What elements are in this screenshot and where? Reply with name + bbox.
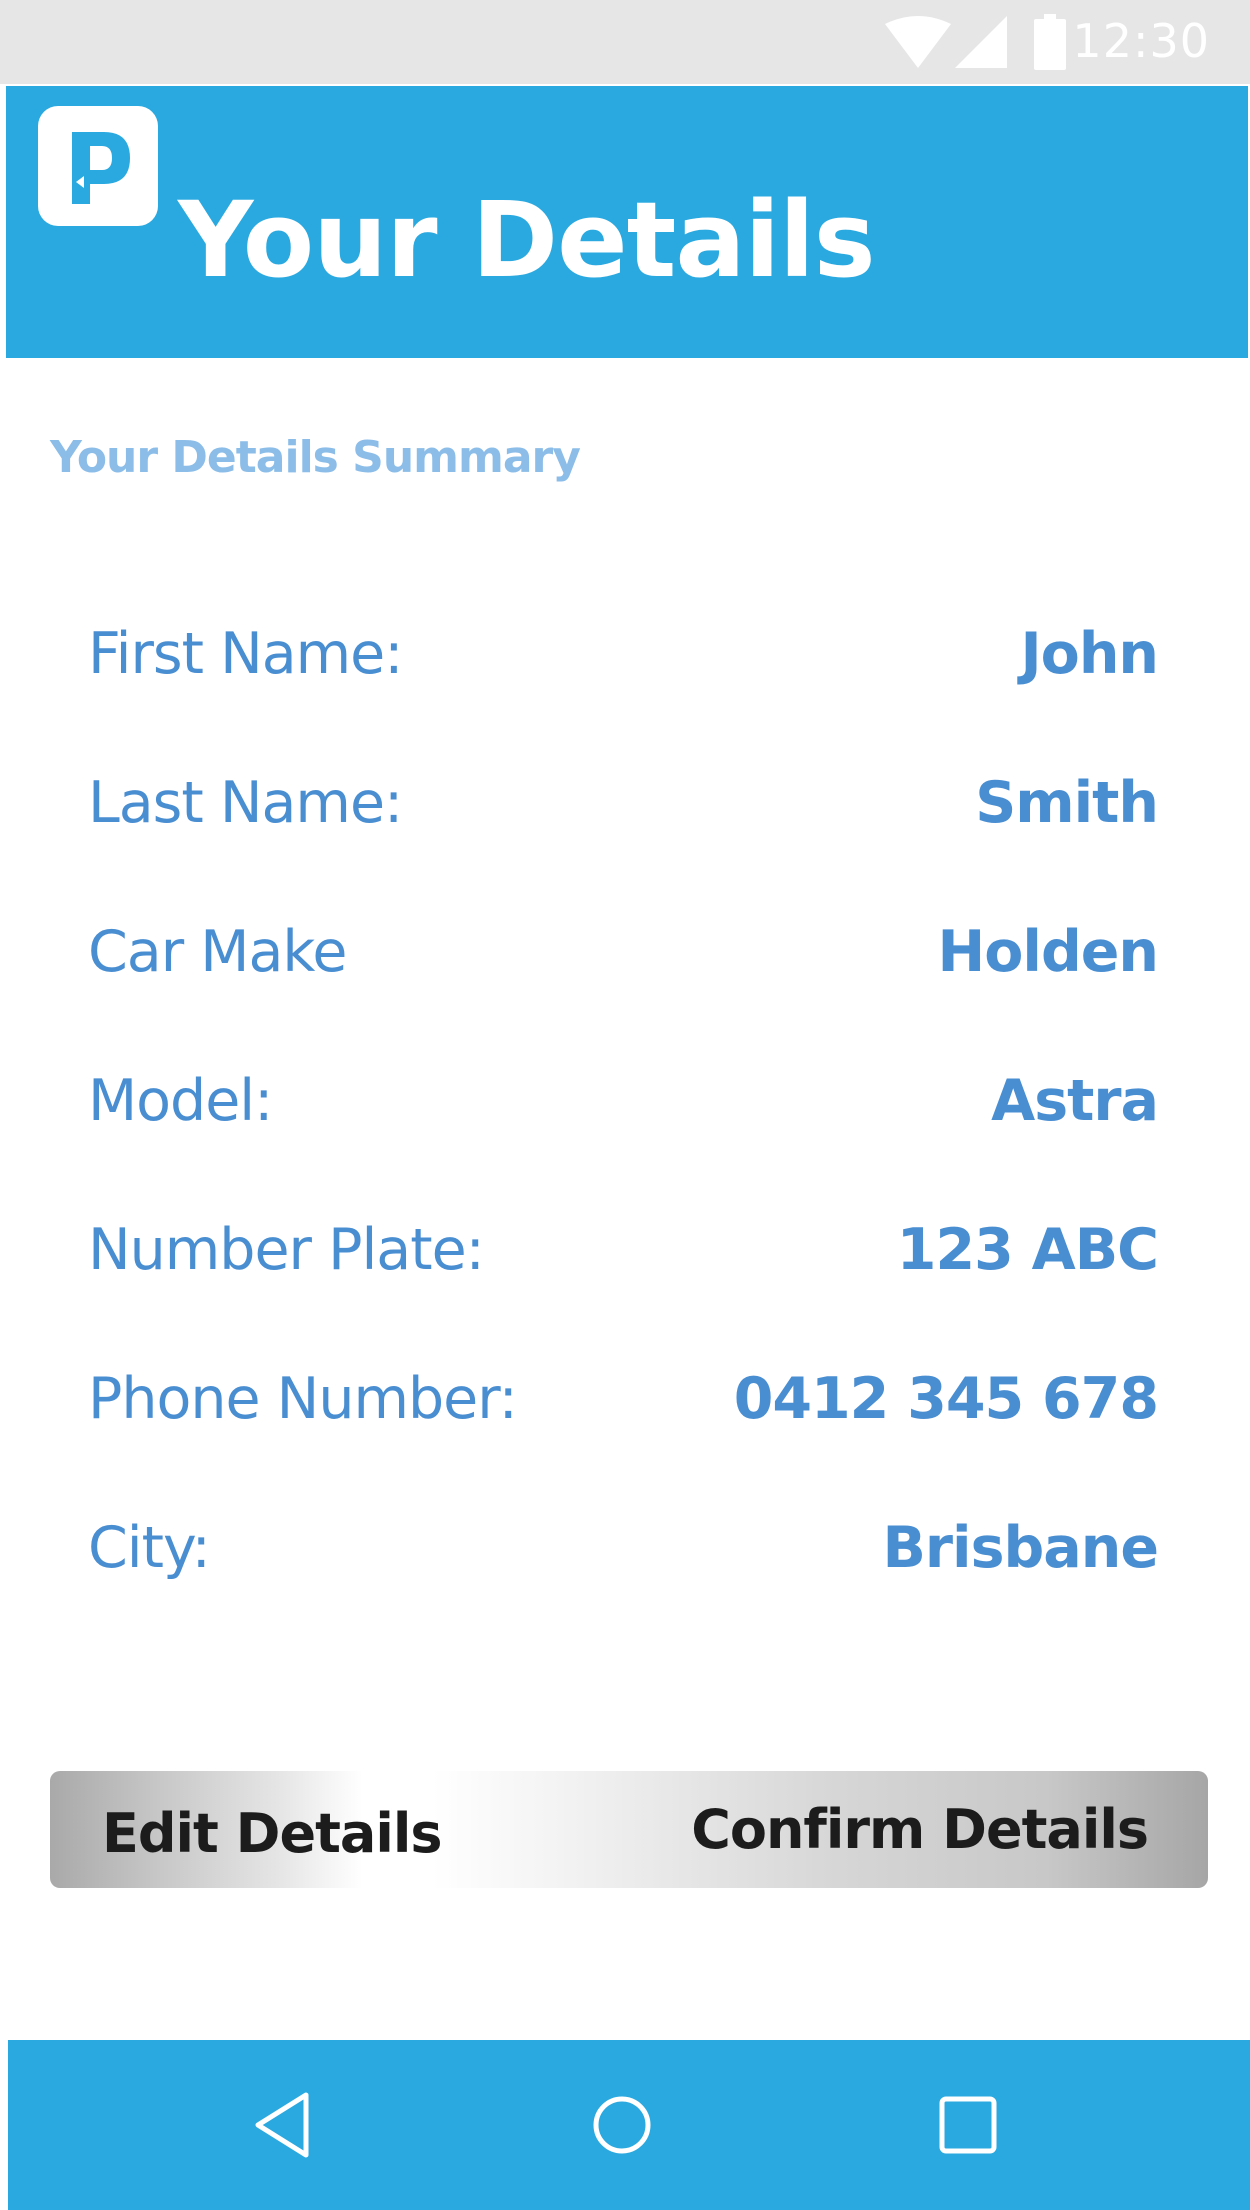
recents-button[interactable] bbox=[868, 2040, 1068, 2210]
detail-label: Car Make bbox=[88, 919, 347, 985]
details-list bbox=[88, 614, 1158, 1657]
detail-label: City: bbox=[88, 1515, 210, 1581]
cell-signal-icon bbox=[955, 16, 1007, 68]
detail-row-last-name bbox=[88, 763, 1158, 912]
detail-value: 123 ABC bbox=[896, 1217, 1158, 1283]
back-button[interactable] bbox=[182, 2040, 382, 2210]
action-bar bbox=[50, 1771, 1208, 1888]
detail-row-phone-number bbox=[88, 1359, 1158, 1508]
confirm-details-button[interactable]: Confirm Details bbox=[568, 1771, 1208, 1888]
detail-value: Holden bbox=[937, 919, 1158, 985]
detail-label: First Name: bbox=[88, 621, 403, 687]
detail-label: Last Name: bbox=[88, 770, 403, 836]
edit-details-button[interactable]: Edit Details bbox=[50, 1771, 510, 1888]
back-icon bbox=[252, 2091, 312, 2159]
battery-icon bbox=[1034, 14, 1066, 70]
detail-label: Model: bbox=[88, 1068, 273, 1134]
nav-bar bbox=[8, 2040, 1250, 2210]
status-bar bbox=[0, 0, 1250, 84]
detail-value: John bbox=[1020, 621, 1158, 687]
status-time: 12:30 bbox=[1072, 14, 1210, 68]
detail-row-first-name bbox=[88, 614, 1158, 763]
recents-icon bbox=[939, 2096, 997, 2154]
page-title: Your Details bbox=[178, 179, 875, 301]
detail-row-car-make bbox=[88, 912, 1158, 1061]
detail-row-model bbox=[88, 1061, 1158, 1210]
parking-logo-icon bbox=[38, 106, 158, 226]
section-title: Your Details Summary bbox=[50, 432, 580, 483]
detail-value: Brisbane bbox=[882, 1515, 1158, 1581]
detail-value: Astra bbox=[991, 1068, 1158, 1134]
detail-row-city bbox=[88, 1508, 1158, 1657]
detail-value: Smith bbox=[975, 770, 1158, 836]
home-icon bbox=[592, 2095, 652, 2155]
wifi-icon bbox=[885, 16, 951, 68]
detail-value: 0412 345 678 bbox=[733, 1366, 1158, 1432]
detail-row-number-plate bbox=[88, 1210, 1158, 1359]
detail-label: Phone Number: bbox=[88, 1366, 517, 1432]
home-button[interactable] bbox=[522, 2040, 722, 2210]
detail-label: Number Plate: bbox=[88, 1217, 484, 1283]
